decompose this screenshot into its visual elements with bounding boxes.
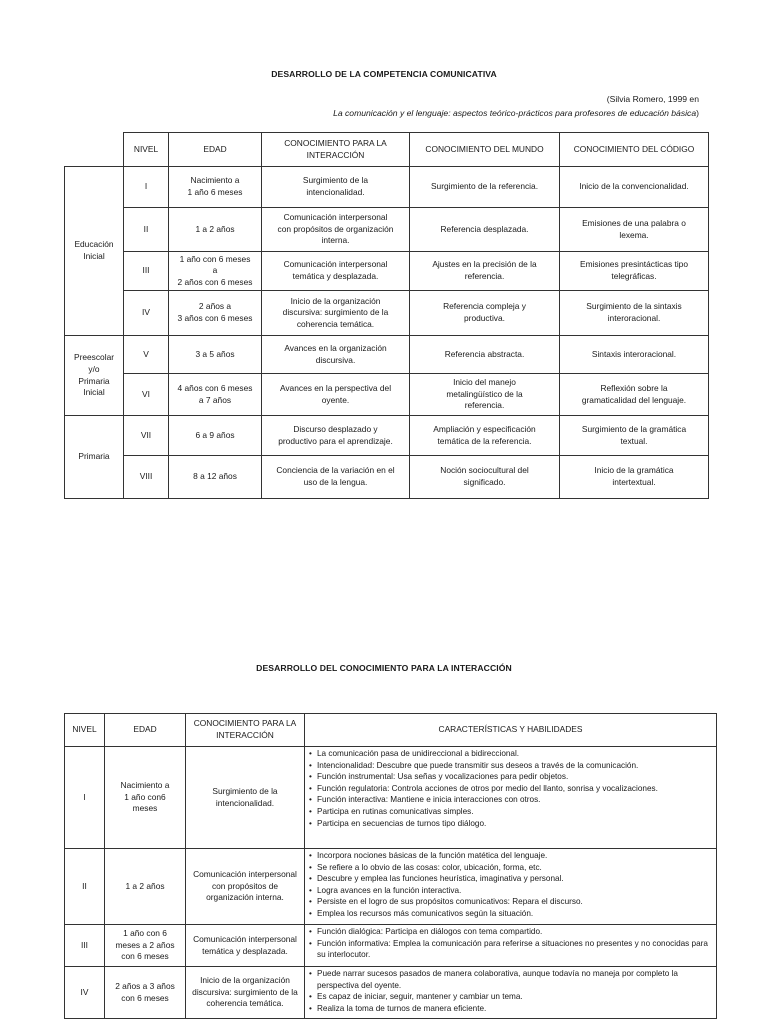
feature-list <box>309 968 712 1014</box>
cell-line: Discurso desplazado y <box>293 423 378 434</box>
header-row <box>65 714 717 747</box>
cell-line: Surgimiento de la sintaxis <box>586 301 682 312</box>
cell-line: productiva. <box>464 313 505 323</box>
cell-line: 1 año con6 <box>124 791 166 802</box>
interaction-table <box>64 713 717 1019</box>
cell-line: Primaria <box>78 451 110 462</box>
cell-edad <box>169 252 262 291</box>
header-edad: EDAD <box>105 714 186 747</box>
cell-edad <box>105 967 186 1019</box>
cell-codigo <box>560 456 709 499</box>
header-codigo: CONOCIMIENTO DEL CÓDIGO <box>560 133 709 167</box>
cell-line: 1 a 2 años <box>125 880 165 891</box>
cell-line: Inicio del manejo <box>453 377 516 388</box>
cell-nivel: V <box>124 336 169 374</box>
cell-edad <box>105 849 186 925</box>
feature-list <box>309 748 712 829</box>
cell-line: discursiva. <box>315 354 356 365</box>
cell-edad <box>105 925 186 967</box>
cell-interaccion <box>262 456 410 499</box>
cell-interaccion <box>186 967 305 1019</box>
document-title: DESARROLLO DE LA COMPETENCIA COMUNICATIVA <box>271 69 497 79</box>
cell-nivel: IV <box>65 967 105 1019</box>
list-item: • Realiza la toma de turnos de manera eficiente. <box>309 1003 712 1015</box>
cell-line: Avances en la perspectiva del <box>279 382 392 393</box>
competence-table <box>64 132 709 499</box>
cell-line: textual. <box>620 435 648 446</box>
header-interaccion <box>262 133 410 167</box>
cell-line: Inicio de la organización <box>200 975 290 986</box>
list-item: • Logra avances en la función interactiva. <box>309 885 712 897</box>
cell-line: Comunicación interpersonal <box>283 212 388 223</box>
cell-line: Nacimiento a <box>120 780 170 791</box>
cell-line: a <box>212 265 218 276</box>
cell-line: Ajustes en la precisión de la <box>432 259 537 270</box>
cell-line: metalingüístico de la <box>446 388 523 399</box>
cell-line: 2 años con 6 meses <box>177 276 253 287</box>
table-row <box>65 925 717 967</box>
citation <box>333 93 699 120</box>
cell-edad <box>169 374 262 416</box>
cell-edad <box>169 336 262 374</box>
list-item: • Persiste en el logro de sus propósitos comunicativos: Repara el discurso. <box>309 896 712 908</box>
cell-line: lexema. <box>619 229 649 240</box>
list-item: • Función informativa: Emplea la comunicación para referirse a situaciones no presentes y no conocidas para su interlocutor. <box>309 938 712 961</box>
list-item: • Incorpora nociones básicas de la función matética del lenguaje. <box>309 850 712 862</box>
cell-line: 1 a 2 años <box>195 223 235 234</box>
cell-interaccion <box>262 416 410 456</box>
cell-nivel: III <box>124 252 169 291</box>
cell-line: Preescolar <box>73 352 115 363</box>
header-line: INTERACCIÓN <box>306 149 365 160</box>
list-item: • Función dialógica: Participa en diálogos con tema compartido. <box>309 926 712 938</box>
cell-codigo <box>560 336 709 374</box>
cell-mundo <box>410 456 560 499</box>
cell-line: temática y desplazada. <box>292 271 379 281</box>
cell-line: 1 año 6 meses <box>187 187 243 197</box>
cell-edad <box>169 456 262 499</box>
cell-mundo <box>410 291 560 336</box>
cell-line: coherencia temática. <box>296 318 375 329</box>
group-educacion-inicial <box>65 167 124 336</box>
cell-line: 4 años con 6 meses <box>177 382 253 393</box>
table-row <box>65 747 717 849</box>
header-mundo: CONOCIMIENTO DEL MUNDO <box>410 133 560 167</box>
cell-line: Comunicación interpersonal <box>193 933 297 944</box>
cell-line: Comunicación interpersonal <box>193 869 297 880</box>
cell-edad <box>169 208 262 252</box>
header-caracteristicas: CARACTERÍSTICAS Y HABILIDADES <box>305 714 717 747</box>
cell-nivel: II <box>124 208 169 252</box>
cell-line: organización interna. <box>206 892 284 903</box>
cell-nivel: II <box>65 849 105 925</box>
cell-line: Comunicación interpersonal <box>283 259 388 270</box>
cell-line: Educación <box>74 239 114 250</box>
cell-interaccion <box>186 747 305 849</box>
cell-line: 2 años a <box>198 301 232 312</box>
cell-line: Surgimiento de la gramática <box>581 423 687 434</box>
table-row <box>65 967 717 1019</box>
cell-mundo <box>410 374 560 416</box>
cell-line: temática de la referencia. <box>437 435 532 446</box>
cell-line: Surgimiento de la referencia. <box>430 181 539 192</box>
list-item: • La comunicación pasa de unidireccional a bidireccional. <box>309 748 712 760</box>
cell-line: a 7 años <box>198 394 232 405</box>
cell-nivel: VII <box>124 416 169 456</box>
header-line: CONOCIMIENTO PARA LA <box>193 718 297 729</box>
cell-line: con propósitos de <box>211 880 279 891</box>
cell-line: Surgimiento de la <box>212 785 278 796</box>
cell-interaccion <box>262 374 410 416</box>
list-item: • Intencionalidad: Descubre que puede transmitir sus deseos a través de la comunicación. <box>309 760 712 772</box>
header-nivel: NIVEL <box>65 714 105 747</box>
cell-mundo <box>410 416 560 456</box>
cell-line: gramaticalidad del lenguaje. <box>581 394 687 405</box>
cell-line: 6 a 9 años <box>195 429 235 440</box>
table-row <box>65 208 709 252</box>
cell-line: Nacimiento a <box>190 175 240 186</box>
cell-interaccion <box>262 208 410 252</box>
cell-line: Referencia compleja y <box>443 301 526 312</box>
header-row <box>65 133 709 167</box>
cell-interaccion <box>262 336 410 374</box>
cell-line: intencionalidad. <box>306 187 365 197</box>
citation-source-line <box>333 107 699 121</box>
cell-codigo <box>560 416 709 456</box>
cell-line: 3 años con 6 meses <box>177 313 253 323</box>
cell-mundo <box>410 252 560 291</box>
cell-line: significado. <box>463 477 506 487</box>
cell-caracteristicas <box>305 849 717 925</box>
cell-edad <box>105 747 186 849</box>
group-primaria <box>65 416 124 499</box>
cell-line: interna. <box>321 235 350 246</box>
cell-interaccion <box>262 291 410 336</box>
header-line: CONOCIMIENTO PARA LA <box>284 137 387 148</box>
cell-line: Noción sociocultural del <box>440 465 529 476</box>
cell-line: temática y desplazada. <box>202 945 288 956</box>
header-nivel: NIVEL <box>124 133 169 167</box>
cell-line: intertextual. <box>612 477 656 487</box>
cell-line: y/o <box>88 363 100 374</box>
cell-line: con 6 meses <box>121 951 169 962</box>
corner-cell <box>65 133 124 167</box>
header-interaccion <box>186 714 305 747</box>
table-row <box>65 336 709 374</box>
list-item: • Función regulatoria: Controla acciones de otros por medio del llanto, sonrisa y vocalizaciones. <box>309 783 712 795</box>
list-item: • Descubre y emplea las funciones heurística, imaginativa y personal. <box>309 873 712 885</box>
cell-line: 2 años a 3 años <box>115 980 175 991</box>
list-item: • Participa en rutinas comunicativas simples. <box>309 806 712 818</box>
cell-nivel: IV <box>124 291 169 336</box>
table-row <box>65 849 717 925</box>
list-item: • Función instrumental: Usa señas y vocalizaciones para pedir objetos. <box>309 771 712 783</box>
table-row <box>65 291 709 336</box>
cell-edad <box>169 167 262 208</box>
cell-line: Referencia desplazada. <box>440 223 529 234</box>
cell-line: Primaria <box>78 375 110 386</box>
cell-mundo <box>410 336 560 374</box>
citation-close: ) <box>696 107 699 118</box>
cell-line: Emisiones presintácticas tipo <box>580 259 688 270</box>
header-line: INTERACCIÓN <box>216 730 274 740</box>
table-row <box>65 374 709 416</box>
list-item: • Función interactiva: Mantiene e inicia interacciones con otros. <box>309 794 712 806</box>
feature-list <box>309 926 712 961</box>
cell-line: Reflexión sobre la <box>600 382 668 393</box>
table-row <box>65 167 709 208</box>
cell-mundo <box>410 208 560 252</box>
citation-source: La comunicación y el lenguaje: aspectos teórico-prácticos para profesores de educación básica <box>333 107 697 118</box>
list-item: • Emplea los recursos más comunicativos según la situación. <box>309 908 712 920</box>
cell-line: meses a 2 años <box>115 939 175 950</box>
header-edad: EDAD <box>169 133 262 167</box>
section-title: DESARROLLO DEL CONOCIMIENTO PARA LA INTERACCIÓN <box>256 663 512 673</box>
cell-line: referencia. <box>464 400 505 411</box>
cell-line: 8 a 12 años <box>193 471 237 482</box>
cell-caracteristicas <box>305 925 717 967</box>
cell-codigo <box>560 374 709 416</box>
cell-line: Inicial <box>83 251 105 261</box>
cell-line: Inicio de la gramática <box>594 465 674 476</box>
cell-interaccion <box>262 167 410 208</box>
table-row <box>65 252 709 291</box>
cell-line: Ampliación y especificación <box>433 423 536 434</box>
cell-line: Surgimiento de la <box>302 175 369 186</box>
cell-line: interoracional. <box>607 313 661 323</box>
cell-line: productivo para el aprendizaje. <box>278 435 393 446</box>
cell-caracteristicas <box>305 747 717 849</box>
cell-line: oyente. <box>321 394 350 405</box>
cell-nivel: VI <box>124 374 169 416</box>
cell-line: 1 año con 6 <box>123 928 167 939</box>
cell-nivel: I <box>65 747 105 849</box>
cell-line: meses <box>132 803 158 814</box>
cell-edad <box>169 416 262 456</box>
feature-list <box>309 850 712 920</box>
cell-codigo <box>560 291 709 336</box>
cell-caracteristicas <box>305 967 717 1019</box>
cell-line: 1 año con 6 meses <box>179 253 251 264</box>
cell-line: coherencia temática. <box>206 998 284 1009</box>
cell-interaccion <box>262 252 410 291</box>
cell-line: Inicio de la organización <box>290 295 381 306</box>
cell-line: con 6 meses <box>121 992 169 1003</box>
cell-line: discursiva: surgimiento de la <box>192 986 298 997</box>
cell-nivel: I <box>124 167 169 208</box>
cell-line: telegráficas. <box>611 271 657 281</box>
cell-interaccion <box>186 849 305 925</box>
cell-codigo <box>560 252 709 291</box>
cell-line: Conciencia de la variación en el <box>276 465 395 476</box>
list-item: • Puede narrar sucesos pasados de manera colaborativa, aunque todavía no maneja por completo la perspectiva del oyente. <box>309 968 712 991</box>
cell-line: uso de la lengua. <box>303 477 368 487</box>
cell-line: Avances en la organización <box>284 342 387 353</box>
cell-line: Inicio de la convencionalidad. <box>579 181 689 192</box>
cell-line: Referencia abstracta. <box>444 348 525 359</box>
cell-line: Inicial <box>83 387 105 398</box>
cell-line: 3 a 5 años <box>195 348 235 359</box>
cell-line: discursiva: surgimiento de la <box>282 307 389 318</box>
citation-author: (Silvia Romero, 1999 en <box>606 94 699 104</box>
group-preescolar <box>65 336 124 416</box>
cell-codigo <box>560 167 709 208</box>
cell-line: Emisiones de una palabra o <box>582 217 686 228</box>
cell-mundo <box>410 167 560 208</box>
table-row <box>65 416 709 456</box>
cell-line: intencionalidad. <box>215 797 275 808</box>
cell-interaccion <box>186 925 305 967</box>
cell-line: referencia. <box>464 271 505 281</box>
cell-codigo <box>560 208 709 252</box>
table-row <box>65 456 709 499</box>
list-item: • Participa en secuencias de turnos tipo diálogo. <box>309 818 712 830</box>
list-item: • Es capaz de iniciar, seguir, mantener y cambiar un tema. <box>309 991 712 1003</box>
cell-edad <box>169 291 262 336</box>
cell-nivel: III <box>65 925 105 967</box>
cell-line: Sintaxis interoracional. <box>591 348 677 359</box>
cell-nivel: VIII <box>124 456 169 499</box>
cell-line: con propósitos de organización <box>277 223 394 234</box>
list-item: • Se refiere a lo obvio de las cosas: color, ubicación, forma, etc. <box>309 862 712 874</box>
